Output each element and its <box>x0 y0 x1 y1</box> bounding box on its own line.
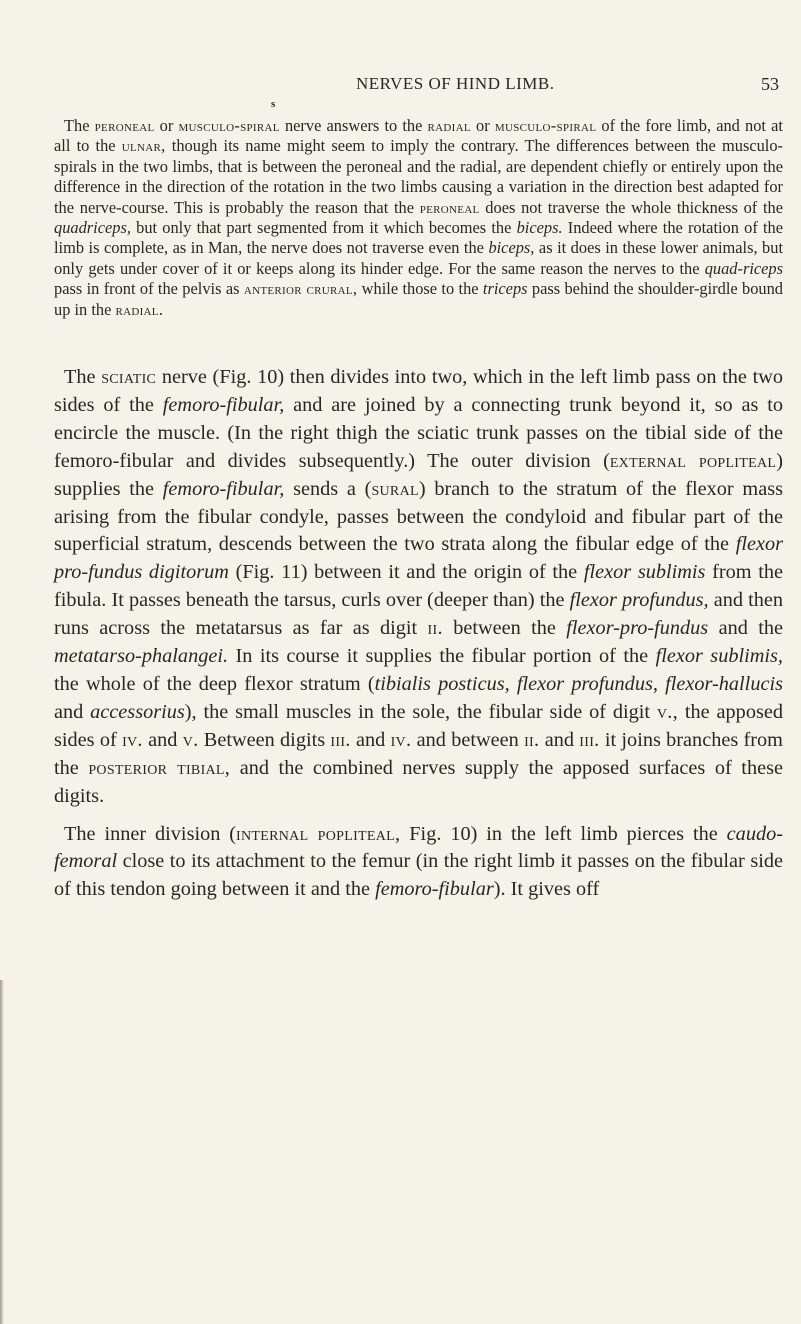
running-title: NERVES OF HIND LIMB. <box>356 74 555 93</box>
paragraph-peroneal: The peroneal or musculo-spiral nerve answers to the radial or musculo-spiral of the fore limb, and not at all to the ulnar, though its name might seem to imply the contrary. The differences between the musculo-spirals in the two limbs, that is between the peroneal and the radial, are dependent chiefly or entirely upon the difference in the direction of the rotation in the two limbs causing a variation in the direction best adapted for the nerve-course. This is probably the reason that the peroneal does not traverse the whole thickness of the quadriceps, but only that part segmented from it which becomes the biceps. Indeed where the rotation of the limb is complete, as in Man, the nerve does not traverse even the biceps, as it does in these lower animals, but only gets under cover of it or keeps along its hinder edge. For the same reason the nerves to the quad-riceps pass in front of the pelvis as anterior crural, while those to the triceps pass behind the shoulder-girdle bound up in the radial. <box>54 116 783 319</box>
page-number: 53 <box>761 74 779 94</box>
paragraph-sciatic: The sciatic nerve (Fig. 10) then divides into two, which in the left limb pass on the two sides of the femoro-fibular, and are joined by a connecting trunk beyond it, so as to encircle the muscle. (In the right thigh the sciatic trunk passes on the tibial side of the femoro-fibular and divides subsequently.) The outer division (external popliteal) supplies the femoro-fibular, sends a (sural) branch to the stratum of the flexor mass arising from the fibular condyle, passes between the condyloid and fibular part of the superficial stratum, descends between the two strata along the fibular edge of the flexor pro-fundus digitorum (Fig. 11) between it and the origin of the flexor sublimis from the fibula. It passes beneath the tarsus, curls over (deeper than) the flexor profundus, and then runs across the metatarsus as far as digit ii. between the flexor-pro-fundus and the metatarso-phalangei. In its course it supplies the fibular portion of the flexor sublimis, the whole of the deep flexor stratum (tibialis posticus, flexor profundus, flexor-hallucis and accessorius), the small muscles in the sole, the fibular side of digit v., the apposed sides of iv. and v. Between digits iii. and iv. and between ii. and iii. it joins branches from the posterior tibial, and the combined nerves supply the apposed surfaces of these digits. <box>54 366 784 807</box>
small-print-block <box>54 116 783 320</box>
main-text-block <box>54 364 783 904</box>
ink-mark: s <box>271 98 276 110</box>
paragraph-internal-popliteal: The inner division (internal popliteal, Fig. 10) in the left limb pierces the caudo-femoral close to its attachment to the femur (in the right limb it passes on the fibular side of this tendon going between it and the femoro-fibular). It gives off <box>54 822 783 901</box>
running-head <box>0 74 801 96</box>
page-binding-shadow <box>0 980 4 1324</box>
